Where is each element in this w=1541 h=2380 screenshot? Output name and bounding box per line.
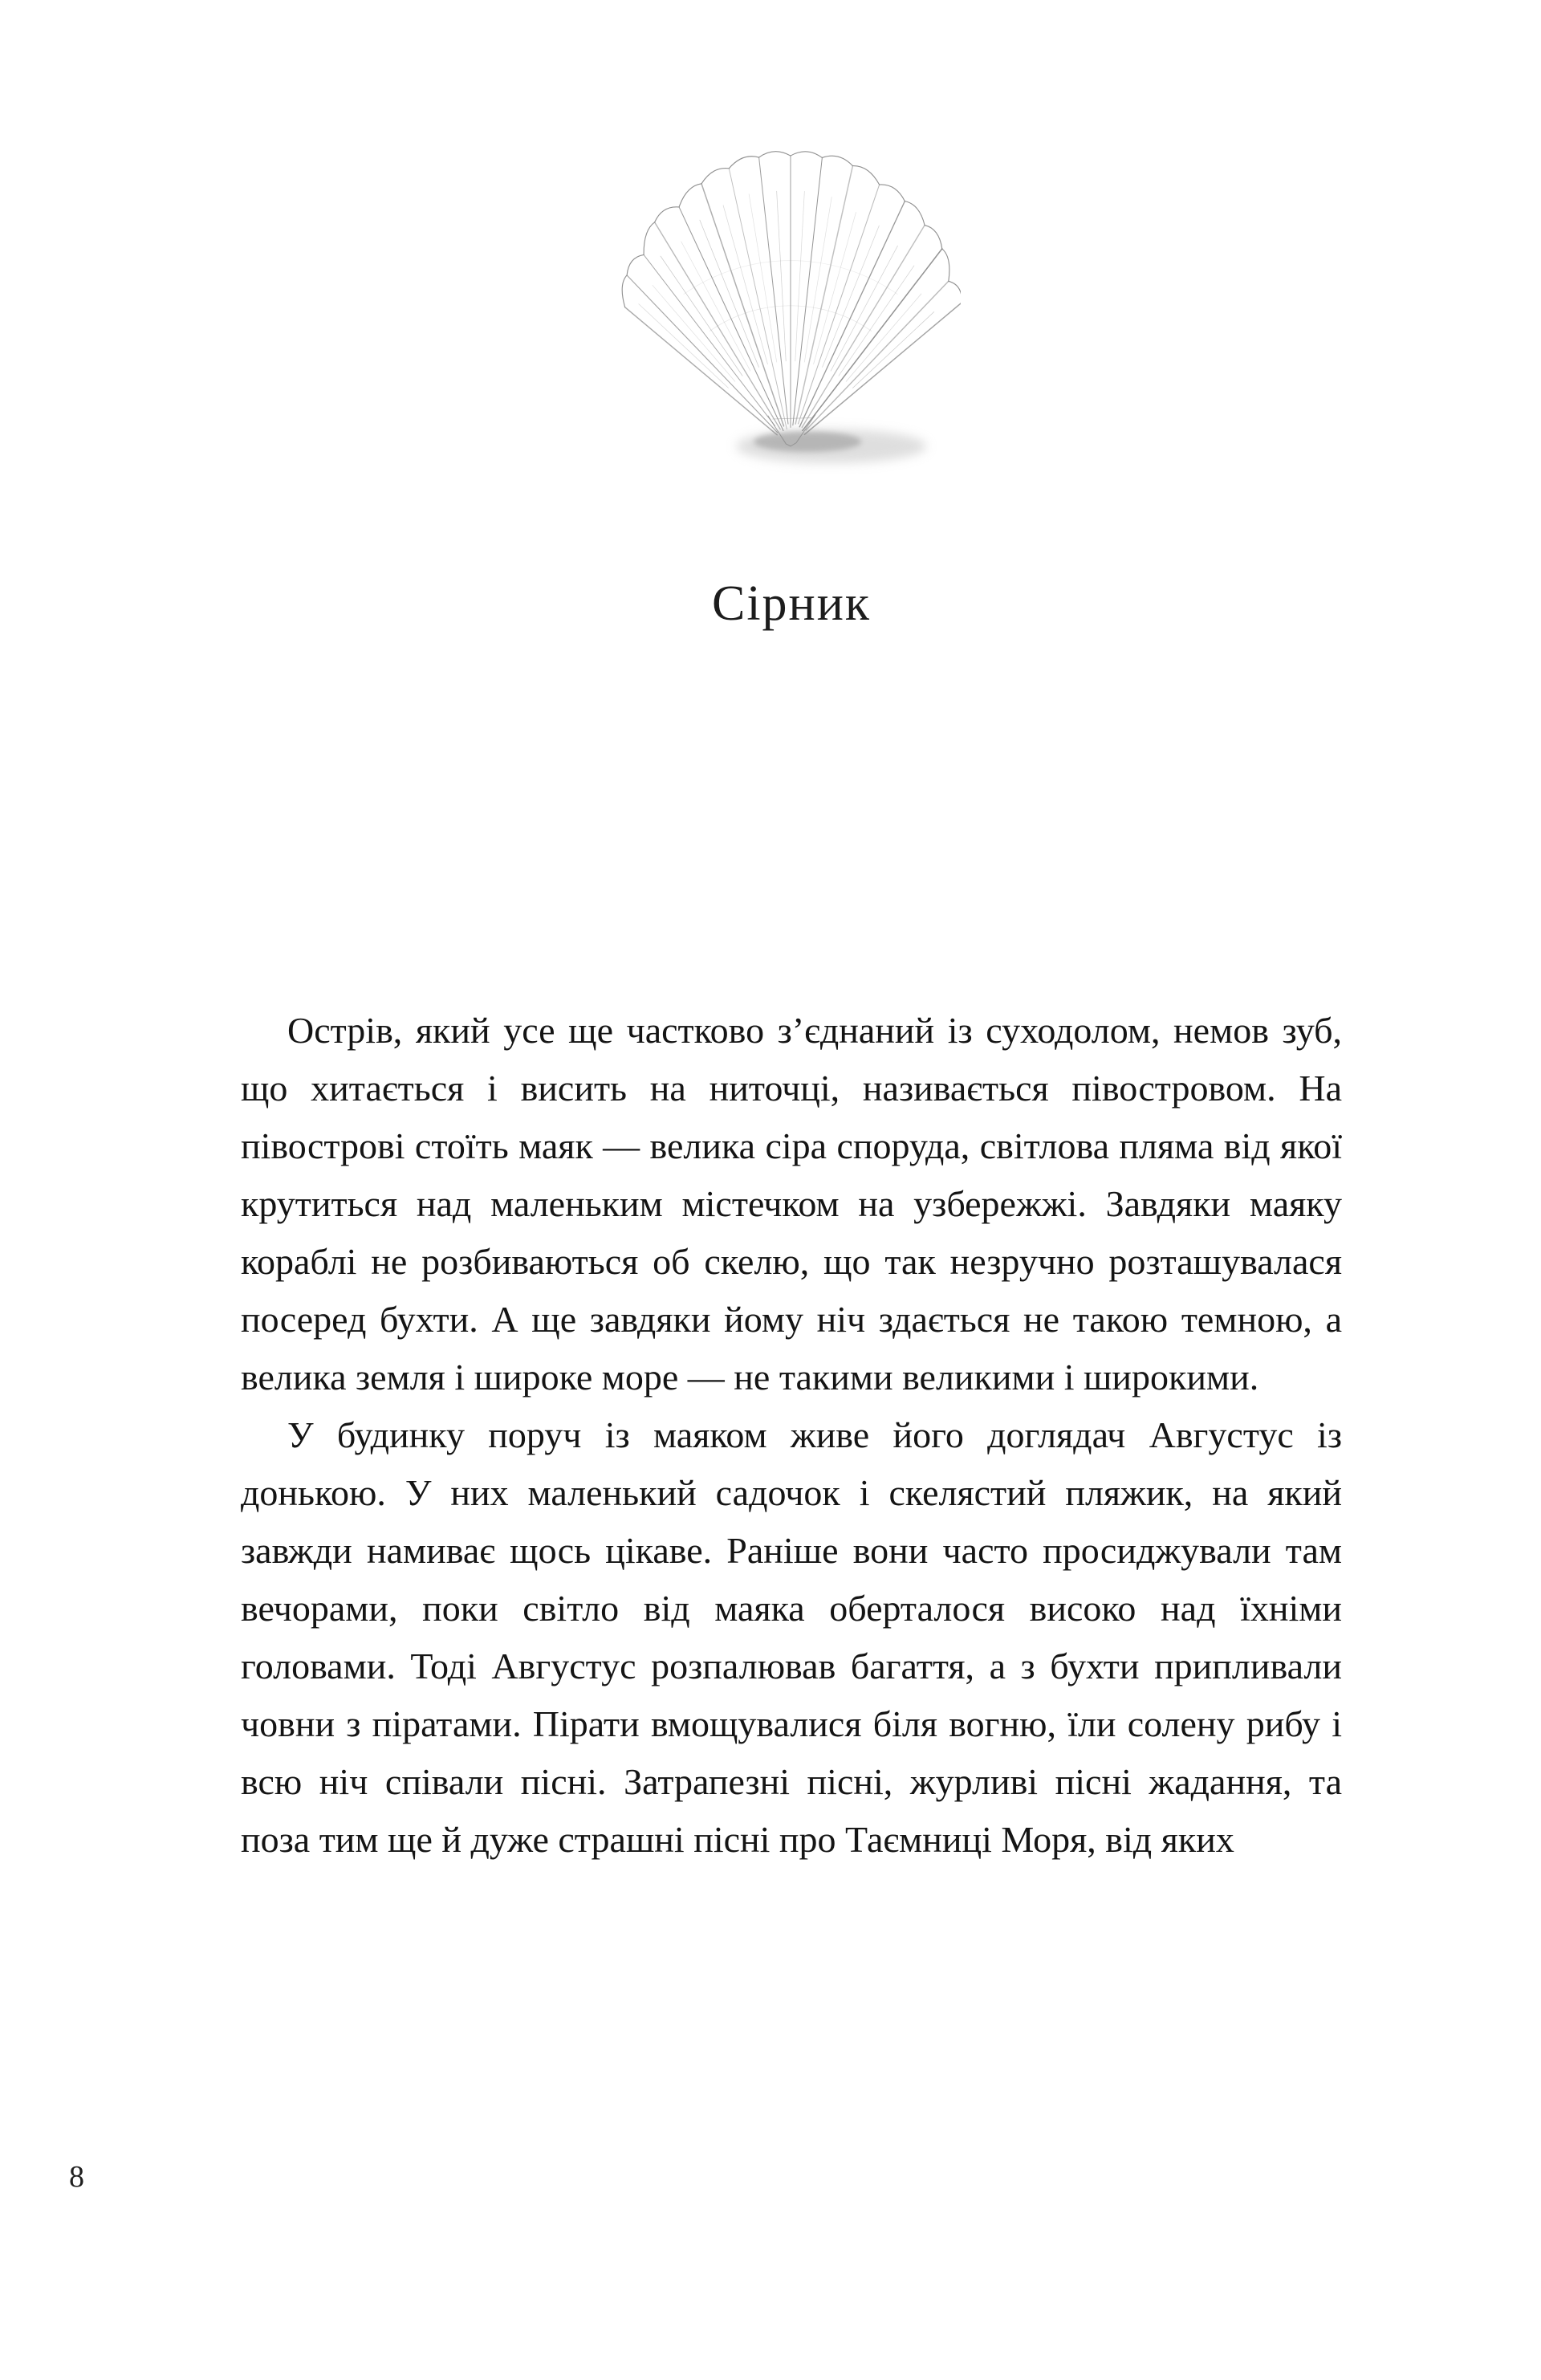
chapter-text (241, 1002, 1342, 1869)
paragraph-1: Острів, який усе ще частково з’єднаний із суходолом, немов зуб, що хитається і висить на ниточці, називається півостровом. На півострові стоїть маяк — велика сіра споруда, світлова пляма від якої крутиться над маленьким містечком на узбережжі. Завдяки маяку кораблі не розбиваються об скелю, що так незручно розташувалася посеред бухти. А ще завдяки йому ніч здається не такою темною, а велика земля і широке море — не такими великими і широкими. (241, 1010, 1342, 1397)
paragraph-2: У будинку поруч із маяком живе його доглядач Августус із донькою. У них маленький садочок і скелястий пляжик, на який завжди намиває щось цікаве. Раніше вони часто просиджували там вечорами, поки світло від маяка оберталося високо над їхніми головами. Тоді Августус розпалював багаття, а з бухти припливали човни з піратами. Пірати вмощувалися біля вогню, їли солену рибу і всю ніч співали пісні. Затрапезні пісні, журливі пісні жадання, та поза тим ще й дуже страшні пісні про Таємниці Моря, від яких (241, 1414, 1342, 1860)
chapter-title: Сірник (711, 576, 872, 631)
page-number: 8 (69, 2160, 84, 2194)
seashell-icon (620, 103, 961, 477)
seashell-illustration (620, 103, 961, 477)
